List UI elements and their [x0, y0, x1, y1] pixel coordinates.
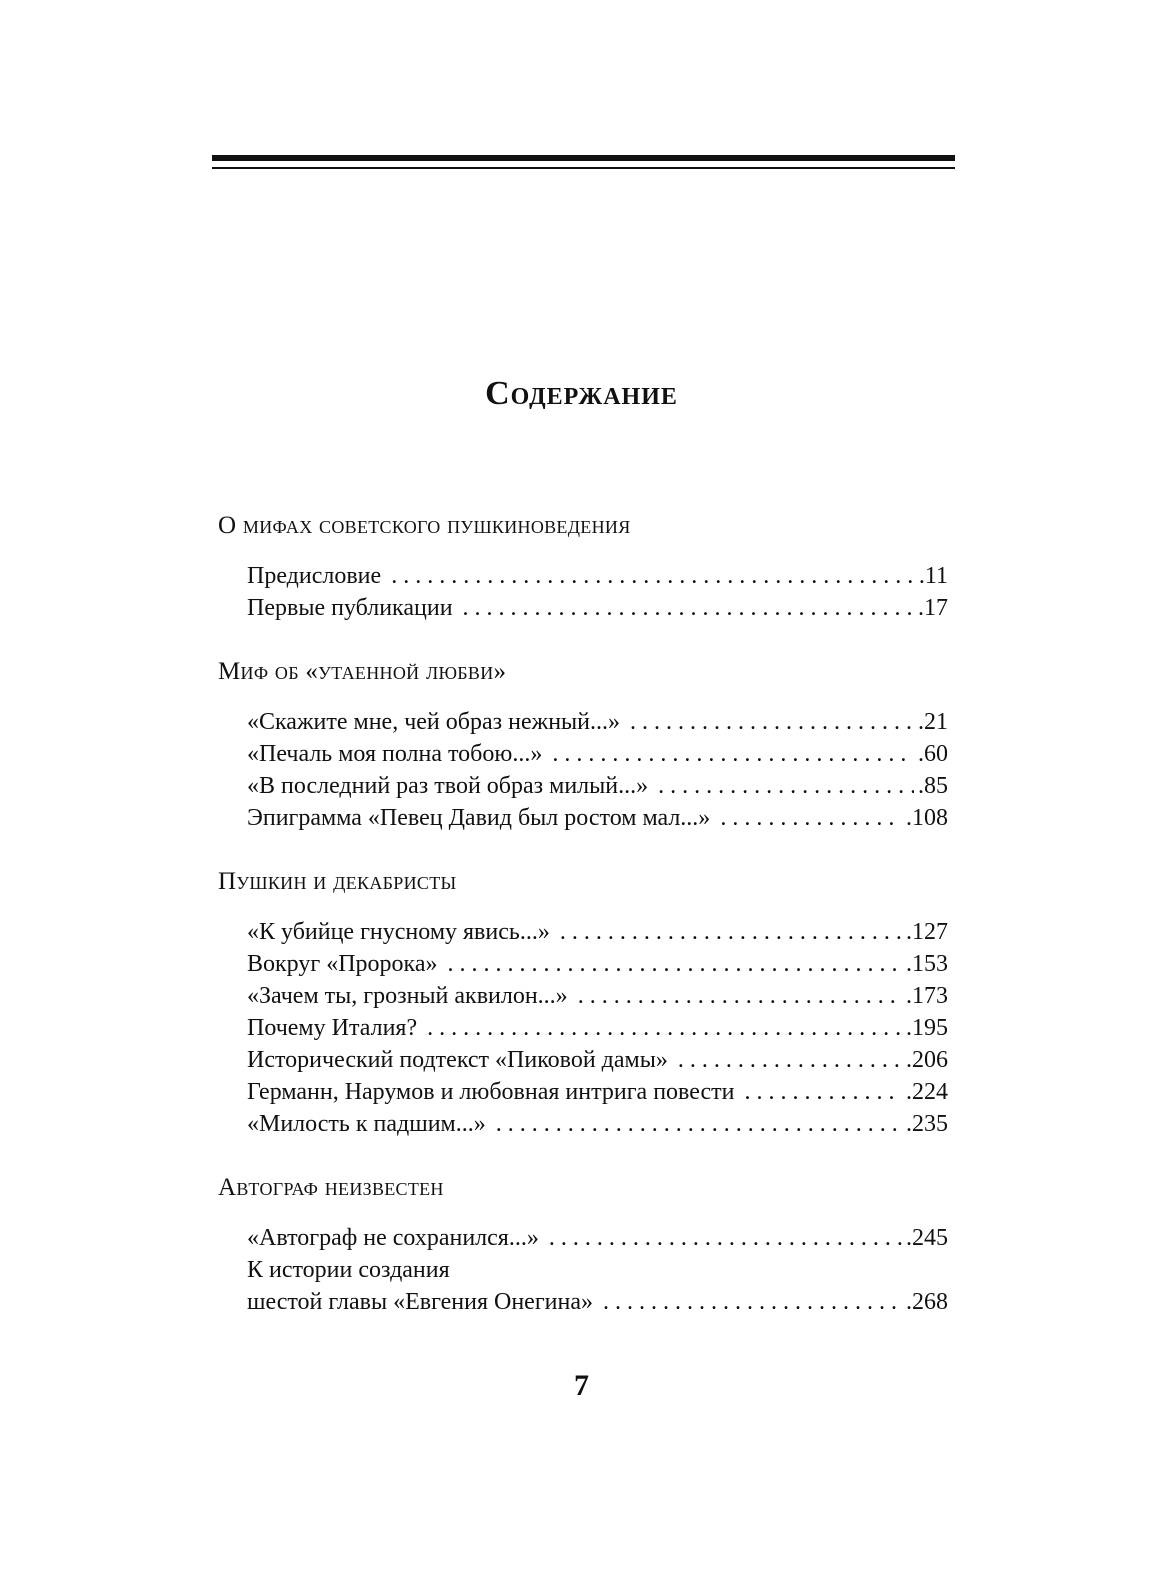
- toc-entry[interactable]: [218, 770, 948, 802]
- dot-leader: [678, 1044, 902, 1076]
- entry-page-number: . 195: [906, 1012, 948, 1044]
- dot-leader: [744, 1076, 902, 1108]
- section-title: Пушкин и декабристы: [218, 868, 457, 895]
- entry-title-line1: К истории создания: [247, 1257, 450, 1283]
- entry-page-number: . 85: [918, 770, 948, 802]
- table-of-contents: [218, 508, 948, 1348]
- toc-entry-multiline[interactable]: [218, 1254, 948, 1318]
- section-title: Миф об «утаенной любви»: [218, 658, 507, 685]
- header-rule-thick: [212, 155, 955, 161]
- toc-entry[interactable]: [218, 738, 948, 770]
- toc-entry[interactable]: [218, 980, 948, 1012]
- dot-leader: [552, 738, 914, 770]
- entry-page-number: . 17: [918, 592, 948, 624]
- entry-title: Вокруг «Пророка»: [247, 951, 438, 977]
- page-number: 7: [574, 1369, 589, 1402]
- dot-leader: [603, 1286, 902, 1318]
- entry-title: «Зачем ты, грозный аквилон...»: [247, 983, 568, 1009]
- entry-title: «В последний раз твой образ милый...»: [247, 773, 649, 799]
- entry-title: Почему Италия?: [247, 1015, 418, 1041]
- section-title: О мифах советского пушкиноведения: [218, 512, 631, 539]
- entry-title: Исторический подтекст «Пиковой дамы»: [247, 1047, 668, 1073]
- dot-leader: [578, 980, 902, 1012]
- toc-entry[interactable]: [218, 948, 948, 980]
- header-rule-thin: [212, 167, 955, 169]
- entry-page-number: . 127: [906, 916, 948, 948]
- toc-entry[interactable]: [218, 1222, 948, 1254]
- toc-section: [218, 654, 948, 834]
- toc-entry[interactable]: [218, 592, 948, 624]
- page-title: Содержание: [485, 375, 678, 412]
- dot-leader: [496, 1108, 902, 1140]
- dot-leader: [447, 948, 902, 980]
- toc-section: [218, 508, 948, 624]
- dot-leader: [720, 802, 902, 834]
- section-title: Автограф неизвестен: [218, 1174, 444, 1201]
- entry-title: шестой главы «Евгения Онегина»: [247, 1289, 594, 1315]
- toc-entry[interactable]: [218, 802, 948, 834]
- entry-line2: [218, 1286, 948, 1318]
- entry-title: Первые публикации: [247, 595, 453, 621]
- toc-entry[interactable]: [218, 1044, 948, 1076]
- entry-title: «К убийце гнусному явись...»: [247, 919, 550, 945]
- entry-page-number: . 11: [919, 560, 948, 592]
- entry-page-number: . 60: [918, 738, 948, 770]
- entry-title: «Автограф не сохранился...»: [247, 1225, 539, 1251]
- toc-entry[interactable]: [218, 1012, 948, 1044]
- entry-title: «Печаль моя полна тобою...»: [247, 741, 543, 767]
- toc-section: [218, 864, 948, 1140]
- dot-leader: [391, 560, 915, 592]
- entry-page-number: . 153: [906, 948, 948, 980]
- entry-page-number: . 245: [906, 1222, 948, 1254]
- toc-entry[interactable]: [218, 706, 948, 738]
- toc-entry[interactable]: [218, 916, 948, 948]
- entry-page-number: . 235: [906, 1108, 948, 1140]
- dot-leader: [630, 706, 914, 738]
- entry-page-number: . 108: [906, 802, 948, 834]
- dot-leader: [549, 1222, 902, 1254]
- toc-entry[interactable]: [218, 560, 948, 592]
- entry-page-number: . 224: [906, 1076, 948, 1108]
- entry-title: Эпиграмма «Певец Давид был ростом мал...»: [247, 805, 711, 831]
- dot-leader: [463, 592, 914, 624]
- entry-page-number: . 268: [906, 1286, 948, 1318]
- toc-entry[interactable]: [218, 1108, 948, 1140]
- entry-title: «Милость к падшим...»: [247, 1111, 486, 1137]
- dot-leader: [658, 770, 914, 802]
- entry-title: Германн, Нарумов и любовная интрига повести: [247, 1079, 735, 1105]
- entry-page-number: . 21: [918, 706, 948, 738]
- dot-leader: [427, 1012, 902, 1044]
- toc-entry[interactable]: [218, 1076, 948, 1108]
- toc-section: [218, 1170, 948, 1318]
- entry-title: «Скажите мне, чей образ нежный...»: [247, 709, 621, 735]
- entry-page-number: . 206: [906, 1044, 948, 1076]
- entry-title: Предисловие: [247, 563, 382, 589]
- dot-leader: [560, 916, 902, 948]
- entry-page-number: . 173: [906, 980, 948, 1012]
